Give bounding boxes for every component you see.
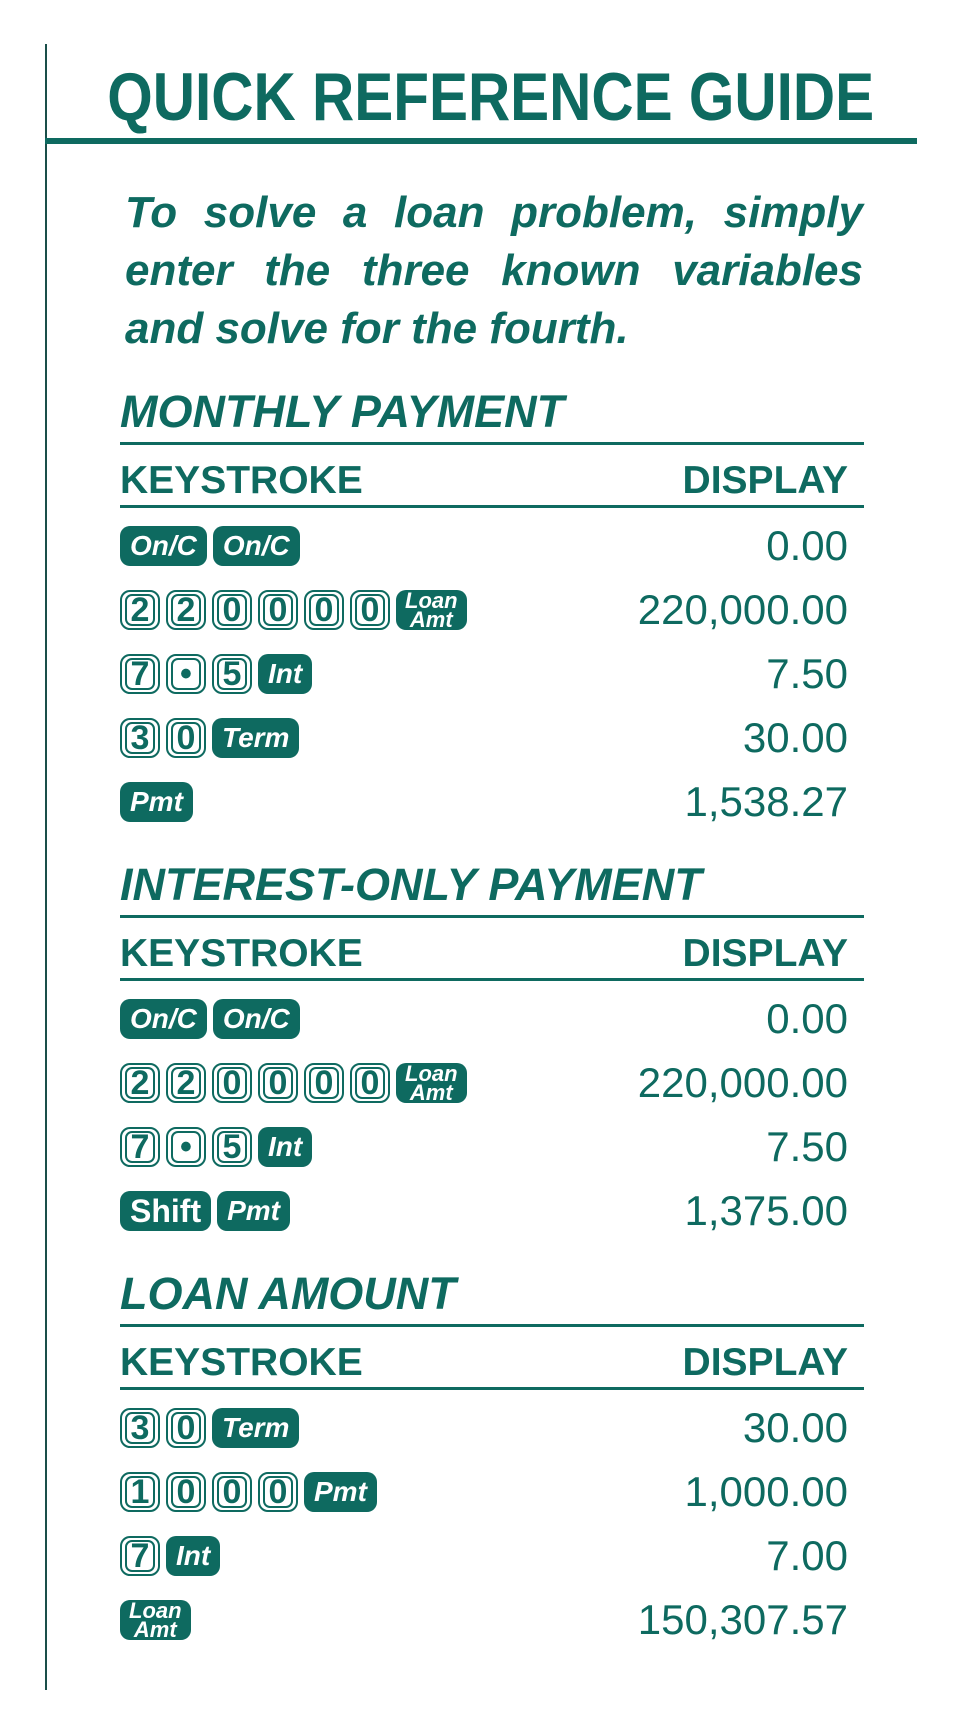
row-list <box>120 514 864 834</box>
key-sequence <box>120 782 193 822</box>
digit-key <box>120 590 160 630</box>
key-sequence <box>120 718 299 758</box>
digit-key <box>120 654 160 694</box>
key-sequence <box>120 999 300 1039</box>
key-label: Loan <box>405 588 458 613</box>
display-column-label: DISPLAY <box>682 459 848 502</box>
section-title: MONTHLY PAYMENT <box>120 384 864 445</box>
display-value: 1,375.00 <box>684 1187 848 1234</box>
keystroke-row <box>120 514 864 578</box>
digit-key <box>166 1408 206 1448</box>
key-label: Loan <box>405 1061 458 1086</box>
onc-key: On/C <box>120 526 207 566</box>
column-header <box>120 1341 864 1390</box>
key-label: 0 <box>355 594 385 626</box>
row-list <box>120 987 864 1243</box>
digit-key <box>212 590 252 630</box>
left-margin-rule <box>45 44 47 1690</box>
section-title: INTEREST-ONLY PAYMENT <box>120 857 864 918</box>
shift-key: Shift <box>120 1191 211 1231</box>
display-value: 150,307.57 <box>637 1596 848 1643</box>
keystroke-row <box>120 706 864 770</box>
key-label: 0 <box>171 722 201 754</box>
key-label: 0 <box>355 1067 385 1099</box>
key-label: 7 <box>125 658 155 690</box>
digit-key <box>120 1408 160 1448</box>
digit-key <box>350 1063 390 1103</box>
key-label: Amt <box>409 1080 453 1105</box>
digit-key <box>166 1472 206 1512</box>
intro-text: To solve a loan problem, simply enter the three known variables and solve for the fourth. <box>125 188 863 353</box>
digit-key <box>212 1063 252 1103</box>
column-header <box>120 459 864 508</box>
display-value: 220,000.00 <box>637 586 848 633</box>
key-sequence <box>120 1127 312 1167</box>
pmt-key: Pmt <box>217 1191 290 1231</box>
key-label: 5 <box>217 658 247 690</box>
section-interest-only-payment <box>120 857 864 1243</box>
display-column-label: DISPLAY <box>682 932 848 975</box>
key-label: 0 <box>217 1476 247 1508</box>
key-label: 0 <box>263 1067 293 1099</box>
keystroke-row <box>120 1051 864 1115</box>
keystroke-row <box>120 1588 864 1652</box>
digit-key <box>212 1472 252 1512</box>
digit-key <box>166 1063 206 1103</box>
keystroke-row <box>120 642 864 706</box>
key-label: • <box>171 658 201 690</box>
keystroke-row <box>120 1460 864 1524</box>
loan-amt-key <box>396 1063 467 1103</box>
key-label: 2 <box>171 594 201 626</box>
key-label: 3 <box>125 722 155 754</box>
decimal-key <box>166 654 206 694</box>
key-sequence <box>120 1600 191 1640</box>
row-list <box>120 1396 864 1652</box>
digit-key <box>120 1063 160 1103</box>
int-key: Int <box>166 1536 220 1576</box>
column-header <box>120 932 864 981</box>
digit-key <box>212 654 252 694</box>
digit-key <box>258 1063 298 1103</box>
section-loan-amount <box>120 1266 864 1652</box>
digit-key <box>120 1472 160 1512</box>
key-label: 0 <box>217 594 247 626</box>
digit-key <box>212 1127 252 1167</box>
int-key: Int <box>258 654 312 694</box>
digit-key <box>120 718 160 758</box>
keystroke-column-label: KEYSTROKE <box>120 459 363 502</box>
key-sequence <box>120 1063 467 1103</box>
decimal-key <box>166 1127 206 1167</box>
loan-amt-key <box>120 1600 191 1640</box>
key-label: Loan <box>129 1598 182 1623</box>
digit-key <box>120 1127 160 1167</box>
key-label: Amt <box>409 607 453 632</box>
pmt-key: Pmt <box>120 782 193 822</box>
display-value: 220,000.00 <box>637 1059 848 1106</box>
key-label: 2 <box>171 1067 201 1099</box>
key-label: 0 <box>309 594 339 626</box>
display-value: 7.50 <box>766 650 848 697</box>
keystroke-row <box>120 770 864 834</box>
int-key: Int <box>258 1127 312 1167</box>
display-value: 7.00 <box>766 1532 848 1579</box>
key-sequence <box>120 1408 299 1448</box>
keystroke-row <box>120 987 864 1051</box>
digit-key <box>258 1472 298 1512</box>
digit-key <box>304 590 344 630</box>
digit-key <box>166 718 206 758</box>
term-key: Term <box>212 718 299 758</box>
display-value: 1,000.00 <box>684 1468 848 1515</box>
display-column-label: DISPLAY <box>682 1341 848 1384</box>
keystroke-row <box>120 1179 864 1243</box>
section-monthly-payment <box>120 384 864 834</box>
onc-key: On/C <box>213 526 300 566</box>
loan-amt-key <box>396 590 467 630</box>
key-label: 2 <box>125 594 155 626</box>
key-label: 3 <box>125 1412 155 1444</box>
keystroke-row <box>120 1115 864 1179</box>
key-label: Amt <box>133 1617 177 1642</box>
key-label: 0 <box>217 1067 247 1099</box>
key-label: 0 <box>263 594 293 626</box>
keystroke-row <box>120 1524 864 1588</box>
keystroke-row <box>120 578 864 642</box>
key-sequence <box>120 1472 377 1512</box>
key-label: 5 <box>217 1131 247 1163</box>
onc-key: On/C <box>120 999 207 1039</box>
keystroke-row <box>120 1396 864 1460</box>
onc-key: On/C <box>213 999 300 1039</box>
key-label: 7 <box>125 1540 155 1572</box>
title-divider <box>45 138 917 144</box>
digit-key <box>350 590 390 630</box>
digit-key <box>166 590 206 630</box>
key-label: 0 <box>263 1476 293 1508</box>
key-sequence <box>120 1536 220 1576</box>
digit-key <box>120 1536 160 1576</box>
key-label: 2 <box>125 1067 155 1099</box>
key-label: 0 <box>171 1476 201 1508</box>
display-value: 1,538.27 <box>684 778 848 825</box>
key-sequence <box>120 654 312 694</box>
key-label: 0 <box>309 1067 339 1099</box>
term-key: Term <box>212 1408 299 1448</box>
digit-key <box>258 590 298 630</box>
display-value: 0.00 <box>766 995 848 1042</box>
section-title: LOAN AMOUNT <box>120 1266 864 1327</box>
key-label: 0 <box>171 1412 201 1444</box>
key-sequence <box>120 526 300 566</box>
key-sequence <box>120 1191 290 1231</box>
key-label: 7 <box>125 1131 155 1163</box>
display-value: 0.00 <box>766 522 848 569</box>
key-label: 1 <box>125 1476 155 1508</box>
display-value: 7.50 <box>766 1123 848 1170</box>
page-title: QUICK REFERENCE GUIDE <box>107 59 875 135</box>
digit-key <box>304 1063 344 1103</box>
pmt-key: Pmt <box>304 1472 377 1512</box>
keystroke-column-label: KEYSTROKE <box>120 932 363 975</box>
key-label: • <box>171 1131 201 1163</box>
key-sequence <box>120 590 467 630</box>
display-value: 30.00 <box>742 1404 848 1451</box>
keystroke-column-label: KEYSTROKE <box>120 1341 363 1384</box>
display-value: 30.00 <box>742 714 848 761</box>
